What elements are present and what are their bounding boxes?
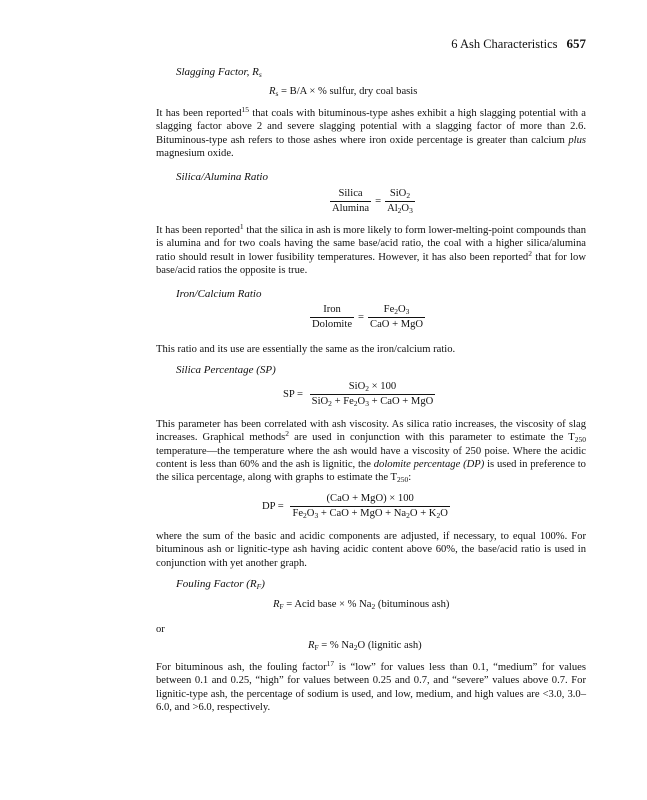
equation-slagging-factor: $R_s = B/A$ × % sulfur, dry coal basis (269, 86, 418, 98)
paragraph-slagging: It has been reported$^{15}$ that coals with bituminous-type ashes exhibit a high slagging potential with a slagging factor above 2 and severe slagging potential with a slagging factor of more than 2.6. Bituminous-type ash refers to those ashes where iron oxide percentage is greater than calcium plus magnesium oxide. (156, 105, 586, 159)
header-title: 6 Ash Characteristics (451, 37, 558, 51)
heading-fouling-factor: Fouling Factor $(R_F)$ (176, 578, 265, 591)
paragraph-silica-percentage: This parameter has been correlated with ash viscosity. As silica ratio increases, the viscosity of slag increases. Graphical methods$^2$ are used in conjunction with this parameter to estimate the $T_{250}$ temperature—the temperature where the ash would have a viscosity of 250 poise. Where the acidic content is less than 60% and the ash is lignitic, the dolomite percentage (DP) is used in preference to the silica percentage, along with graphs to estimate the $T_{250}$: (156, 419, 586, 485)
paragraph-dolomite: where the sum of the basic and acidic components are adjusted, if necessary, to equal 100%. For bituminous ash or lignitic-type ash having acidic content above 60%, the base/acid ratio is used in conjunction with yet another graph. (156, 531, 586, 569)
heading-silica-percentage: Silica Percentage (SP) (176, 364, 276, 376)
equation-silica-percentage: SP = SiO$_2$ × 100 $SiO_2 + Fe_2O_3$ + CaO + MgO (283, 381, 434, 408)
equation-dolomite-percentage: DP = (CaO + MgO) × 100 $Fe_2O_3$ + CaO + MgO + $Na_2O + K_2O$ (262, 493, 448, 520)
document-page (156, 0, 586, 800)
heading-iron-calcium: Iron/Calcium Ratio (176, 288, 262, 300)
paragraph-fouling: For bituminous ash, the fouling factor$^{17}$ is “low” for values less than 0.1, “medium” for values between 0.1 and 0.25, “high” for values between 0.25 and 0.7, and “severe” values above 0.7. For lignitic-type ash, the percentage of sodium is used, and low, medium, and high values are <3.0, 3.0–6.0, and >6.0, respectively. (156, 659, 586, 713)
equation-silica-alumina: Silica Alumina = SiO$_2$ $Al_2O_3$ (332, 188, 413, 215)
heading-slagging-factor: Slagging Factor, $R_s$ (176, 66, 262, 79)
paragraph-iron-calcium: This ratio and its use are essentially the same as the iron/calcium ratio. (156, 344, 456, 355)
equation-fouling-bituminous: $R_F$ = Acid base × % $Na_2$ (bituminous ash) (273, 599, 450, 611)
equation-fouling-lignitic: $R_F$ = % $Na_2O$ (lignitic ash) (308, 640, 422, 652)
running-header (451, 36, 586, 52)
equation-iron-calcium: Iron Dolomite = $Fe_2O_3$ CaO + MgO (312, 304, 424, 330)
page-number: 657 (566, 36, 586, 51)
heading-silica-alumina: Silica/Alumina Ratio (176, 171, 268, 183)
or-text: or (156, 624, 165, 635)
paragraph-silica-alumina: It has been reported$^1$ that the silica in ash is more likely to form lower-melting-point compounds than is alumina and for two coals having the same base/acid ratio, the coal with a higher silica/alumina ratio should result in lower fusibility temperatures. However, it has also been reported$^2$ that for low base/acid ratios the opposite is true. (156, 222, 587, 276)
